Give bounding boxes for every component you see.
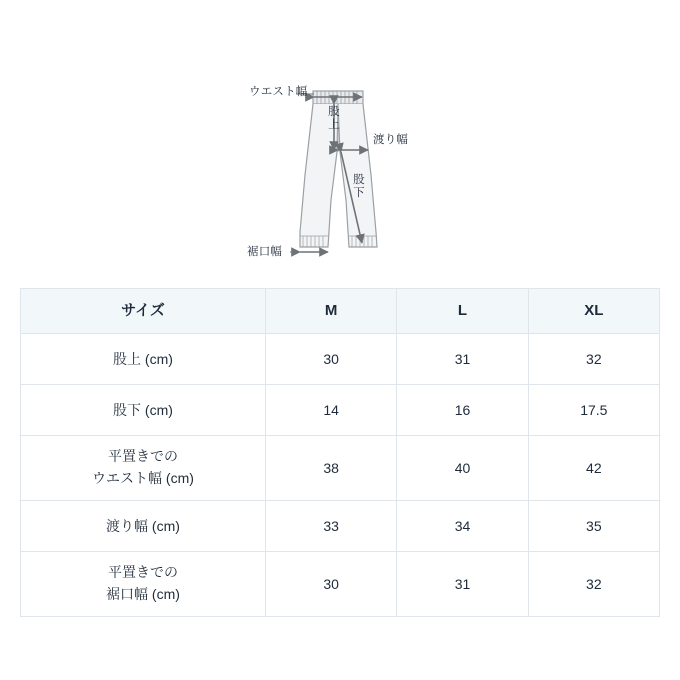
cell-thigh-xl: 35 [528,501,659,552]
cell-hem-l: 31 [397,552,528,617]
cell-hem-xl: 32 [528,552,659,617]
table-row [21,334,660,385]
row-label-waist [21,436,266,501]
cell-inseam-m: 14 [266,385,397,436]
cell-waist-xl: 42 [528,436,659,501]
label-rise: 股上 [328,106,340,132]
label-hem-width: 裾口幅 [247,246,283,258]
label-waist-width: ウエスト幅 [249,86,308,98]
header-m: M [266,289,397,334]
table-row [21,501,660,552]
header-l: L [397,289,528,334]
cell-rise-m: 30 [266,334,397,385]
pants-illustration [0,0,680,288]
row-label-thigh: 渡り幅 (cm) [21,501,266,552]
header-xl: XL [528,289,659,334]
row-label-waist-line1: 平置きでの [108,448,178,465]
row-label-inseam: 股下 (cm) [21,385,266,436]
cell-inseam-xl: 17.5 [528,385,659,436]
cell-hem-m: 30 [266,552,397,617]
pants-measurement-diagram [0,0,680,288]
header-size: サイズ [21,289,266,334]
cell-rise-l: 31 [397,334,528,385]
label-thigh-width: 渡り幅 [373,134,409,146]
label-inseam: 股下 [353,174,365,200]
table-row [21,552,660,617]
table-row [21,385,660,436]
table-header-row [21,289,660,334]
cell-thigh-l: 34 [397,501,528,552]
row-label-waist-line2: ウエスト幅 (cm) [92,470,194,486]
row-label-hem-line2: 裾口幅 (cm) [106,586,180,602]
cell-rise-xl: 32 [528,334,659,385]
row-label-hem [21,552,266,617]
size-table-wrapper [20,288,660,617]
cell-waist-m: 38 [266,436,397,501]
table-body [21,334,660,617]
cell-thigh-m: 33 [266,501,397,552]
row-label-rise: 股上 (cm) [21,334,266,385]
cell-inseam-l: 16 [397,385,528,436]
size-table [20,288,660,617]
table-head [21,289,660,334]
table-row [21,436,660,501]
row-label-hem-line1: 平置きでの [108,564,178,581]
cell-waist-l: 40 [397,436,528,501]
